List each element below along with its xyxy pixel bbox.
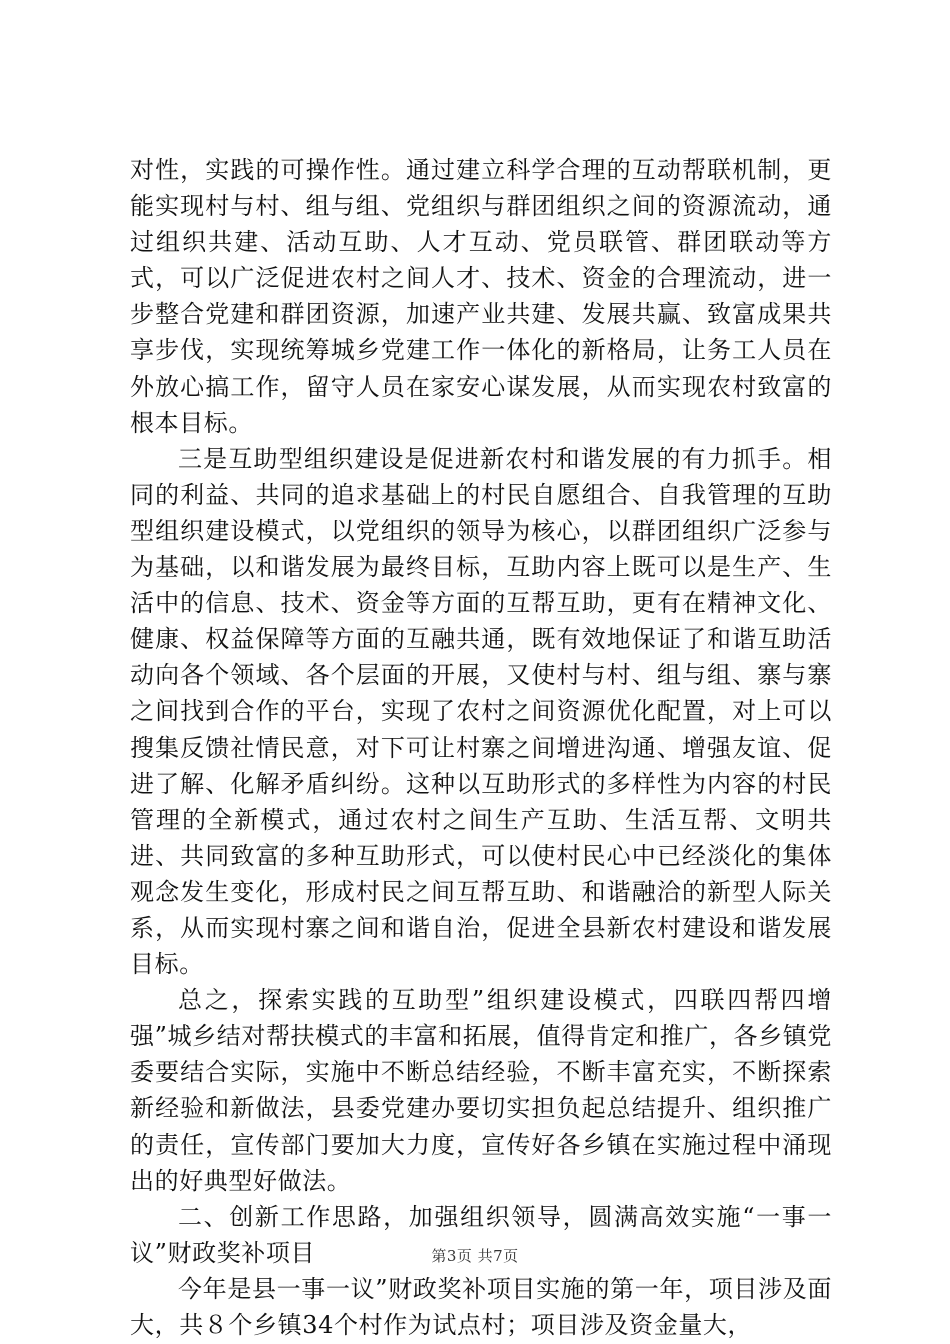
section-heading-two: 二、创新工作思路，加强组织领导，圆满高效实施“一事一议”财政奖补项目 xyxy=(130,1202,832,1267)
document-body xyxy=(130,152,832,1343)
paragraph-project-intro: 今年是县一事一议”财政奖补项目实施的第一年，项目涉及面大，共８个乡镇34个村作为试点村；项目涉及资金量大， xyxy=(130,1274,832,1339)
paragraph-summary: 总之，探索实践的互助型”组织建设模式，四联四帮四增强”城乡结对帮扶模式的丰富和拓展，值得肯定和推广，各乡镇党委要结合实际，实施中不断总结经验，不断丰富充实，不断探索新经验和新做法，县委党建办要切实担负起总结提升、组织推广的责任，宣传部门要加大力度，宣传好各乡镇在实施过程中涌现出的好典型好做法。 xyxy=(130,986,832,1195)
page-number-footer: 第3页 共7页 xyxy=(431,1247,519,1265)
paragraph-continuation: 对性，实践的可操作性。通过建立科学合理的互动帮联机制，更能实现村与村、组与组、党组织与群团组织之间的资源流动，通过组织共建、活动互助、人才互动、党员联管、群团联动等方式，可以广泛促进农村之间人才、技术、资金的合理流动，进一步整合党建和群团资源，加速产业共建、发展共赢、致富成果共享步伐，实现统筹城乡党建工作一体化的新格局，让务工人员在外放心搞工作，留守人员在家安心谋发展，从而实现农村致富的根本目标。 xyxy=(130,156,832,437)
paragraph-point-three: 三是互助型组织建设是促进新农村和谐发展的有力抓手。相同的利益、共同的追求基础上的村民自愿组合、自我管理的互助型组织建设模式，以党组织的领导为核心，以群团组织广泛参与为基础，以和谐发展为最终目标，互助内容上既可以是生产、生活中的信息、技术、资金等方面的互帮互助，更有在精神文化、健康、权益保障等方面的互融共通，既有效地保证了和谐互助活动向各个领域、各个层面的开展，又使村与村、组与组、寨与寨之间找到合作的平台，实现了农村之间资源优化配置，对上可以搜集反馈社情民意，对下可让村寨之间增进沟通、增强友谊、促进了解、化解矛盾纠纷。这种以互助形式的多样性为内容的村民管理的全新模式，通过农村之间生产互助、生活互帮、文明共进、共同致富的多种互助形式，可以使村民心中已经淡化的集体观念发生变化，形成村民之间互帮互助、和谐融洽的新型人际关系，从而实现村寨之间和谐自治，促进全县新农村建设和谐发展目标。 xyxy=(130,444,832,979)
